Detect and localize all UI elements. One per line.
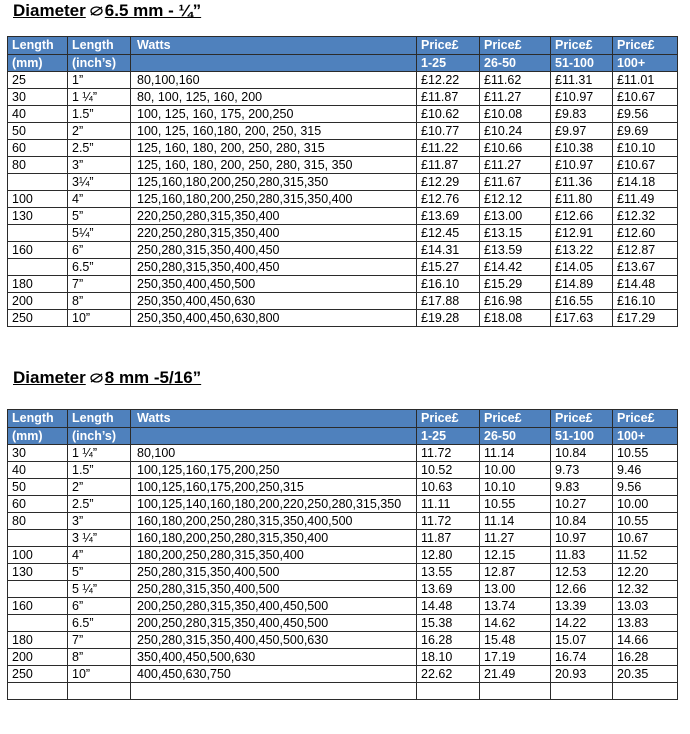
cell-length-inch: 7”	[68, 632, 131, 649]
cell-length-mm: 25	[8, 72, 68, 89]
cell-length-mm	[8, 683, 68, 700]
cell-price-51-100	[551, 683, 613, 700]
header-price-51-100-range: 51-100	[551, 55, 613, 72]
section-heading-8mm	[13, 368, 201, 388]
cell-length-mm: 160	[8, 242, 68, 259]
heading-size: 8 mm -5/16”	[104, 368, 202, 387]
header-price-1-25-range: 1-25	[417, 428, 480, 445]
table-row	[8, 191, 678, 208]
cell-price-26-50: 10.10	[480, 479, 551, 496]
cell-price-26-50: 17.19	[480, 649, 551, 666]
header-price-26-50-range: 26-50	[480, 55, 551, 72]
cell-price-26-50: 11.27	[480, 530, 551, 547]
header-price-1-25: Price£	[417, 37, 480, 55]
cell-watts: 250,280,315,350,400,450	[131, 259, 417, 276]
cell-length-inch: 5”	[68, 208, 131, 225]
cell-length-inch: 1.5”	[68, 106, 131, 123]
header-length-mm: Length	[8, 37, 68, 55]
cell-watts: 160,180,200,250,280,315,350,400,500	[131, 513, 417, 530]
cell-watts: 250,350,400,450,630	[131, 293, 417, 310]
cell-price-51-100: £10.38	[551, 140, 613, 157]
cell-length-mm: 200	[8, 649, 68, 666]
cell-price-1-25: 15.38	[417, 615, 480, 632]
cell-length-mm: 130	[8, 208, 68, 225]
cell-price-1-25: 13.69	[417, 581, 480, 598]
cell-price-1-25: 11.72	[417, 445, 480, 462]
table-row	[8, 445, 678, 462]
cell-price-100-plus: 13.03	[613, 598, 678, 615]
table-row	[8, 106, 678, 123]
cell-price-51-100: £16.55	[551, 293, 613, 310]
cell-watts: 100,125,140,160,180,200,220,250,280,315,350	[131, 496, 417, 513]
cell-length-mm: 50	[8, 479, 68, 496]
cell-price-1-25: £12.45	[417, 225, 480, 242]
cell-price-51-100: £10.97	[551, 89, 613, 106]
cell-watts: 200,250,280,315,350,400,450,500	[131, 598, 417, 615]
heading-label: Diameter	[13, 1, 86, 20]
cell-price-51-100: 16.74	[551, 649, 613, 666]
cell-price-26-50: £11.62	[480, 72, 551, 89]
cell-length-mm: 160	[8, 598, 68, 615]
cell-price-100-plus: 10.55	[613, 513, 678, 530]
cell-price-100-plus: 16.28	[613, 649, 678, 666]
cell-price-1-25: 12.80	[417, 547, 480, 564]
cell-length-inch: 2.5”	[68, 496, 131, 513]
table-row	[8, 72, 678, 89]
cell-watts: 400,450,630,750	[131, 666, 417, 683]
table-row	[8, 242, 678, 259]
header-price-100-plus-range: 100+	[613, 55, 678, 72]
cell-price-51-100: £12.66	[551, 208, 613, 225]
header-price-26-50: Price£	[480, 37, 551, 55]
cell-price-26-50	[480, 683, 551, 700]
cell-length-inch: 3”	[68, 157, 131, 174]
cell-price-100-plus: £12.32	[613, 208, 678, 225]
cell-price-26-50: £12.12	[480, 191, 551, 208]
cell-length-inch: 6”	[68, 598, 131, 615]
cell-price-51-100: 10.84	[551, 445, 613, 462]
cell-length-inch: 5¼”	[68, 225, 131, 242]
cell-watts: 250,350,400,450,500	[131, 276, 417, 293]
cell-length-mm: 50	[8, 123, 68, 140]
table-row	[8, 140, 678, 157]
header-price-51-100-range: 51-100	[551, 428, 613, 445]
table-row	[8, 174, 678, 191]
cell-watts: 220,250,280,315,350,400	[131, 208, 417, 225]
cell-price-51-100: 20.93	[551, 666, 613, 683]
table-row	[8, 496, 678, 513]
cell-length-mm: 200	[8, 293, 68, 310]
cell-price-26-50: £11.67	[480, 174, 551, 191]
cell-price-1-25: 10.52	[417, 462, 480, 479]
cell-price-1-25: 18.10	[417, 649, 480, 666]
cell-price-100-plus: £14.18	[613, 174, 678, 191]
table-row	[8, 462, 678, 479]
cell-length-mm	[8, 259, 68, 276]
price-table-8mm	[7, 409, 678, 700]
header-length-inch: Length	[68, 37, 131, 55]
cell-watts: 160,180,200,250,280,315,350,400	[131, 530, 417, 547]
cell-price-51-100: 9.83	[551, 479, 613, 496]
cell-watts: 80,100,160	[131, 72, 417, 89]
header-watts: Watts	[131, 37, 417, 55]
cell-length-mm: 130	[8, 564, 68, 581]
cell-price-100-plus: £9.69	[613, 123, 678, 140]
table-row	[8, 547, 678, 564]
header-watts-blank	[131, 55, 417, 72]
cell-length-inch: 1 ¼”	[68, 89, 131, 106]
table-row	[8, 293, 678, 310]
cell-length-inch: 4”	[68, 191, 131, 208]
cell-price-51-100: 10.84	[551, 513, 613, 530]
cell-price-26-50: 11.14	[480, 445, 551, 462]
cell-price-51-100: 12.53	[551, 564, 613, 581]
cell-price-100-plus: £17.29	[613, 310, 678, 327]
cell-price-1-25: £17.88	[417, 293, 480, 310]
cell-price-51-100: £12.91	[551, 225, 613, 242]
cell-price-26-50: 12.15	[480, 547, 551, 564]
cell-price-51-100: £10.97	[551, 157, 613, 174]
header-length-mm-unit: (mm)	[8, 428, 68, 445]
cell-price-100-plus	[613, 683, 678, 700]
cell-length-inch: 7”	[68, 276, 131, 293]
cell-price-100-plus: 14.66	[613, 632, 678, 649]
cell-price-1-25: 10.63	[417, 479, 480, 496]
cell-length-mm: 80	[8, 157, 68, 174]
table-row	[8, 89, 678, 106]
cell-length-mm	[8, 174, 68, 191]
cell-length-mm: 180	[8, 632, 68, 649]
table-row	[8, 276, 678, 293]
cell-price-1-25: £11.87	[417, 157, 480, 174]
table-row	[8, 564, 678, 581]
cell-watts: 180,200,250,280,315,350,400	[131, 547, 417, 564]
cell-price-51-100: 14.22	[551, 615, 613, 632]
cell-price-1-25: 11.87	[417, 530, 480, 547]
cell-price-100-plus: £13.67	[613, 259, 678, 276]
header-watts: Watts	[131, 410, 417, 428]
cell-price-100-plus: £14.48	[613, 276, 678, 293]
cell-price-26-50: £14.42	[480, 259, 551, 276]
cell-price-26-50: £13.59	[480, 242, 551, 259]
cell-price-51-100: 11.83	[551, 547, 613, 564]
cell-price-1-25: £19.28	[417, 310, 480, 327]
header-price-1-25-range: 1-25	[417, 55, 480, 72]
header-price-100-plus: Price£	[613, 410, 678, 428]
cell-length-mm	[8, 615, 68, 632]
header-length-inch-unit: (inch’s)	[68, 428, 131, 445]
cell-price-51-100: 9.73	[551, 462, 613, 479]
cell-length-mm: 30	[8, 89, 68, 106]
cell-length-inch: 8”	[68, 649, 131, 666]
cell-length-inch: 10”	[68, 666, 131, 683]
cell-watts: 80, 100, 125, 160, 200	[131, 89, 417, 106]
cell-price-51-100: 15.07	[551, 632, 613, 649]
cell-price-100-plus: 9.46	[613, 462, 678, 479]
cell-price-100-plus: 10.67	[613, 530, 678, 547]
header-price-100-plus: Price£	[613, 37, 678, 55]
cell-price-26-50: £18.08	[480, 310, 551, 327]
cell-length-mm: 60	[8, 140, 68, 157]
cell-length-mm: 40	[8, 106, 68, 123]
cell-price-26-50: 13.74	[480, 598, 551, 615]
cell-price-100-plus: 10.00	[613, 496, 678, 513]
header-price-1-25: Price£	[417, 410, 480, 428]
header-length-inch: Length	[68, 410, 131, 428]
cell-price-1-25: 11.72	[417, 513, 480, 530]
cell-length-inch	[68, 683, 131, 700]
cell-length-inch: 5 ¼”	[68, 581, 131, 598]
cell-price-1-25: 22.62	[417, 666, 480, 683]
table-row	[8, 666, 678, 683]
cell-price-100-plus: £10.67	[613, 157, 678, 174]
cell-price-1-25: £12.76	[417, 191, 480, 208]
cell-price-1-25: £10.62	[417, 106, 480, 123]
cell-price-1-25: 13.55	[417, 564, 480, 581]
cell-length-mm: 80	[8, 513, 68, 530]
cell-length-mm: 250	[8, 310, 68, 327]
cell-price-1-25: 14.48	[417, 598, 480, 615]
section-heading-6-5mm	[13, 1, 201, 21]
cell-price-100-plus: £11.01	[613, 72, 678, 89]
cell-watts: 250,280,315,350,400,500	[131, 581, 417, 598]
cell-price-1-25: £16.10	[417, 276, 480, 293]
cell-price-51-100: 10.97	[551, 530, 613, 547]
cell-price-51-100: £13.22	[551, 242, 613, 259]
cell-watts: 100, 125, 160,180, 200, 250, 315	[131, 123, 417, 140]
cell-price-26-50: 10.00	[480, 462, 551, 479]
cell-price-100-plus: £12.60	[613, 225, 678, 242]
table-row	[8, 649, 678, 666]
cell-length-inch: 10”	[68, 310, 131, 327]
cell-length-inch: 6.5”	[68, 615, 131, 632]
cell-watts: 125,160,180,200,250,280,315,350	[131, 174, 417, 191]
cell-price-26-50: 15.48	[480, 632, 551, 649]
cell-price-1-25: £12.29	[417, 174, 480, 191]
cell-price-51-100: £14.89	[551, 276, 613, 293]
diameter-symbol-icon	[90, 3, 103, 19]
cell-length-inch: 5”	[68, 564, 131, 581]
cell-price-51-100: 10.27	[551, 496, 613, 513]
cell-price-51-100: £17.63	[551, 310, 613, 327]
cell-length-inch: 2”	[68, 479, 131, 496]
table-row	[8, 683, 678, 700]
header-price-51-100: Price£	[551, 410, 613, 428]
cell-price-100-plus: 20.35	[613, 666, 678, 683]
cell-watts: 100,125,160,175,200,250	[131, 462, 417, 479]
cell-length-mm	[8, 530, 68, 547]
cell-price-26-50: £13.15	[480, 225, 551, 242]
cell-length-inch: 1”	[68, 72, 131, 89]
cell-watts: 220,250,280,315,350,400	[131, 225, 417, 242]
cell-price-26-50: £10.66	[480, 140, 551, 157]
cell-watts: 125, 160, 180, 200, 250, 280, 315	[131, 140, 417, 157]
cell-price-51-100: £11.31	[551, 72, 613, 89]
cell-length-inch: 3¼”	[68, 174, 131, 191]
cell-price-1-25: £13.69	[417, 208, 480, 225]
cell-price-1-25: £14.31	[417, 242, 480, 259]
cell-length-mm	[8, 581, 68, 598]
cell-price-1-25: 11.11	[417, 496, 480, 513]
heading-label: Diameter	[13, 368, 86, 387]
cell-price-100-plus: £11.49	[613, 191, 678, 208]
cell-watts: 100, 125, 160, 175, 200,250	[131, 106, 417, 123]
cell-price-100-plus: 12.20	[613, 564, 678, 581]
header-price-26-50-range: 26-50	[480, 428, 551, 445]
table-header	[8, 410, 678, 445]
cell-length-inch: 3 ¼”	[68, 530, 131, 547]
cell-length-mm: 100	[8, 547, 68, 564]
cell-price-1-25: £12.22	[417, 72, 480, 89]
header-price-100-plus-range: 100+	[613, 428, 678, 445]
cell-price-26-50: £10.24	[480, 123, 551, 140]
cell-price-26-50: £16.98	[480, 293, 551, 310]
cell-watts: 250,350,400,450,630,800	[131, 310, 417, 327]
cell-length-mm: 250	[8, 666, 68, 683]
cell-price-51-100: £11.80	[551, 191, 613, 208]
table-row	[8, 598, 678, 615]
cell-price-26-50: £11.27	[480, 89, 551, 106]
cell-price-26-50: 12.87	[480, 564, 551, 581]
cell-length-mm: 40	[8, 462, 68, 479]
cell-price-100-plus: £12.87	[613, 242, 678, 259]
table-row	[8, 479, 678, 496]
cell-price-51-100: £14.05	[551, 259, 613, 276]
cell-length-inch: 1.5”	[68, 462, 131, 479]
header-price-51-100: Price£	[551, 37, 613, 55]
cell-price-26-50: 14.62	[480, 615, 551, 632]
cell-watts	[131, 683, 417, 700]
header-length-mm-unit: (mm)	[8, 55, 68, 72]
cell-watts: 250,280,315,350,400,450,500,630	[131, 632, 417, 649]
cell-price-100-plus: £10.10	[613, 140, 678, 157]
cell-length-mm: 60	[8, 496, 68, 513]
cell-length-inch: 2.5”	[68, 140, 131, 157]
cell-price-26-50: 21.49	[480, 666, 551, 683]
table-row	[8, 615, 678, 632]
table-header	[8, 37, 678, 72]
table-row	[8, 513, 678, 530]
cell-length-mm: 100	[8, 191, 68, 208]
table-row	[8, 157, 678, 174]
cell-watts: 125, 160, 180, 200, 250, 280, 315, 350	[131, 157, 417, 174]
cell-price-1-25: £15.27	[417, 259, 480, 276]
cell-price-1-25	[417, 683, 480, 700]
cell-length-inch: 6”	[68, 242, 131, 259]
table-row	[8, 310, 678, 327]
cell-price-100-plus: £16.10	[613, 293, 678, 310]
heading-size: 6.5 mm - ¼”	[104, 1, 202, 20]
cell-price-100-plus: 13.83	[613, 615, 678, 632]
cell-watts: 350,400,450,500,630	[131, 649, 417, 666]
table-row	[8, 123, 678, 140]
header-price-26-50: Price£	[480, 410, 551, 428]
table-body	[8, 72, 678, 327]
cell-price-1-25: £11.22	[417, 140, 480, 157]
cell-price-51-100: 13.39	[551, 598, 613, 615]
cell-watts: 250,280,315,350,400,450	[131, 242, 417, 259]
cell-price-26-50: £10.08	[480, 106, 551, 123]
cell-length-inch: 6.5”	[68, 259, 131, 276]
price-table-6-5mm	[7, 36, 678, 327]
table-row	[8, 632, 678, 649]
cell-price-26-50: £13.00	[480, 208, 551, 225]
cell-watts: 250,280,315,350,400,500	[131, 564, 417, 581]
cell-price-100-plus: 9.56	[613, 479, 678, 496]
cell-length-inch: 4”	[68, 547, 131, 564]
cell-watts: 200,250,280,315,350,400,450,500	[131, 615, 417, 632]
cell-price-26-50: 13.00	[480, 581, 551, 598]
cell-price-100-plus: £9.56	[613, 106, 678, 123]
cell-price-51-100: £9.83	[551, 106, 613, 123]
cell-price-26-50: £15.29	[480, 276, 551, 293]
cell-price-100-plus: 12.32	[613, 581, 678, 598]
cell-length-inch: 8”	[68, 293, 131, 310]
cell-watts: 100,125,160,175,200,250,315	[131, 479, 417, 496]
cell-price-1-25: £11.87	[417, 89, 480, 106]
cell-length-inch: 2”	[68, 123, 131, 140]
cell-price-100-plus: 10.55	[613, 445, 678, 462]
cell-price-100-plus: 11.52	[613, 547, 678, 564]
cell-length-mm: 180	[8, 276, 68, 293]
table-row	[8, 259, 678, 276]
header-watts-blank	[131, 428, 417, 445]
table-body	[8, 445, 678, 700]
cell-length-inch: 1 ¼”	[68, 445, 131, 462]
table-row	[8, 581, 678, 598]
cell-price-26-50: 11.14	[480, 513, 551, 530]
cell-price-100-plus: £10.67	[613, 89, 678, 106]
header-length-inch-unit: (inch’s)	[68, 55, 131, 72]
cell-watts: 80,100	[131, 445, 417, 462]
cell-watts: 125,160,180,200,250,280,315,350,400	[131, 191, 417, 208]
header-length-mm: Length	[8, 410, 68, 428]
cell-length-mm: 30	[8, 445, 68, 462]
cell-price-51-100: 12.66	[551, 581, 613, 598]
cell-price-1-25: 16.28	[417, 632, 480, 649]
cell-price-51-100: £9.97	[551, 123, 613, 140]
cell-price-26-50: £11.27	[480, 157, 551, 174]
table-row	[8, 225, 678, 242]
cell-price-26-50: 10.55	[480, 496, 551, 513]
cell-length-mm	[8, 225, 68, 242]
diameter-symbol-icon	[90, 370, 103, 386]
cell-price-51-100: £11.36	[551, 174, 613, 191]
cell-price-1-25: £10.77	[417, 123, 480, 140]
cell-length-inch: 3”	[68, 513, 131, 530]
table-row	[8, 530, 678, 547]
table-row	[8, 208, 678, 225]
